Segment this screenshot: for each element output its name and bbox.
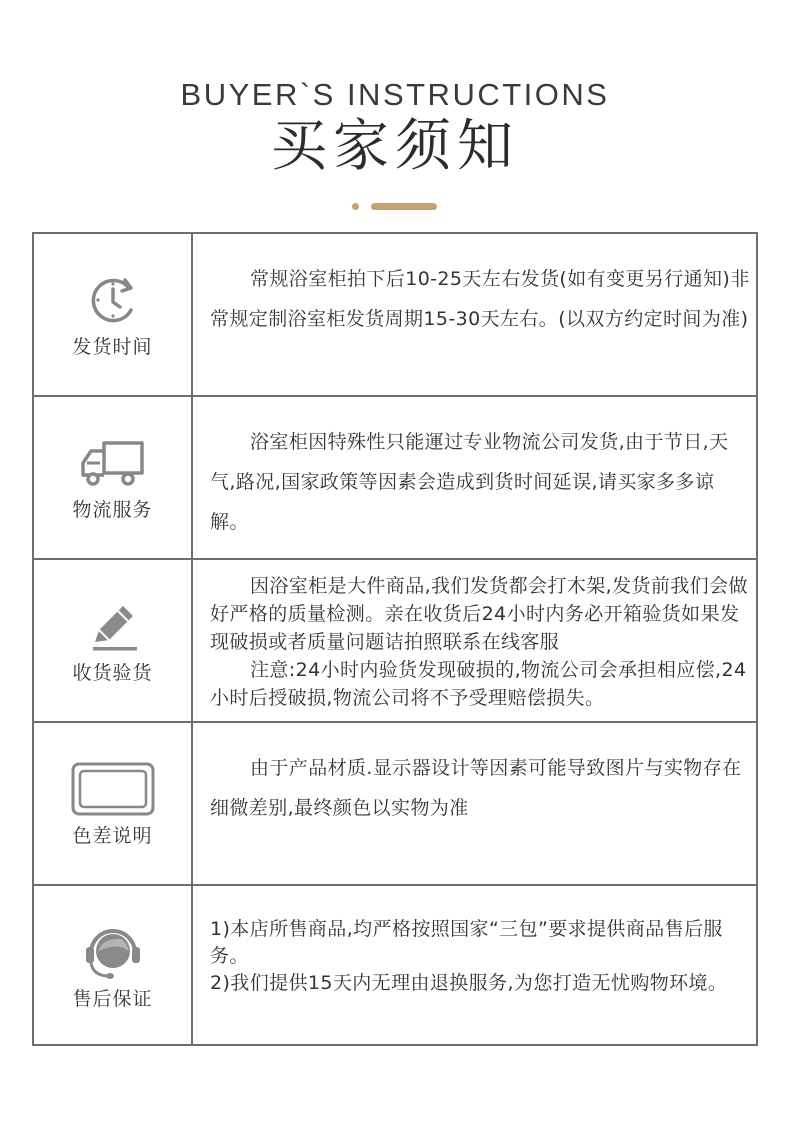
customer-service-icon xyxy=(83,921,143,983)
row-description xyxy=(210,886,750,1076)
table-row-shipping-time xyxy=(34,234,756,397)
paragraph: 2)我们提供15天内无理由退换服务,为您打造无忧购物环境。 xyxy=(210,972,728,994)
row-label: 发货时间 xyxy=(72,336,153,358)
row-label: 收货验货 xyxy=(72,662,153,684)
row-label: 售后保证 xyxy=(72,988,153,1010)
paragraph: 常规浴室柜拍下后10-25天左右发货(如有变更另行通知)非常规定制浴室柜发货周期15-30天左右。(以双方约定时间为准) xyxy=(210,268,750,330)
icon-cell xyxy=(34,234,193,395)
row-label: 色差说明 xyxy=(72,825,153,847)
row-description xyxy=(210,560,750,733)
paragraph: 因浴室柜是大件商品,我们发货都会打木架,发货前我们会做好严格的质量检测。亲在收货后24小时内务必开箱验货如果发现破损或者质量问题诘拍照联系在线客服 xyxy=(210,575,748,653)
page-title-en: BUYER`S INSTRUCTIONS xyxy=(180,77,610,112)
decorative-dot xyxy=(352,203,359,210)
row-label: 物流服务 xyxy=(72,499,153,521)
paragraph: 由于产品材质.显示器设计等因素可能导致图片与实物存在细微差别,最终颜色以实物为准 xyxy=(210,757,742,819)
clock-icon xyxy=(85,272,141,328)
decorative-bar xyxy=(371,203,437,210)
monitor-icon xyxy=(71,762,155,816)
pencil-icon xyxy=(85,598,141,654)
table-row-logistics xyxy=(34,397,756,560)
row-description xyxy=(210,397,750,583)
truck-icon xyxy=(78,439,148,487)
row-description xyxy=(210,234,750,420)
row-description xyxy=(210,723,750,909)
icon-cell xyxy=(34,723,193,884)
table-row-after-sales xyxy=(34,886,756,1046)
icon-cell xyxy=(34,560,193,721)
paragraph: 注意:24小时内验货发现破损的,物流公司会承担相应偿,24小时后授破损,物流公司将不予受理赔偿损失。 xyxy=(210,659,747,709)
paragraph: 1)本店所售商品,均严格按照国家“三包”要求提供商品售后服务。 xyxy=(210,918,723,967)
table-row-inspection xyxy=(34,560,756,723)
icon-cell xyxy=(34,886,193,1046)
instructions-table xyxy=(32,232,758,1046)
table-row-color-difference xyxy=(34,723,756,886)
icon-cell xyxy=(34,397,193,558)
page-title: 买家须知 xyxy=(271,114,519,179)
paragraph: 浴室柜因特殊性只能運过专业物流公司发货,由于节日,天气,路况,国家政策等因素会造成到货时间延误,请买家多多谅解。 xyxy=(210,431,729,533)
